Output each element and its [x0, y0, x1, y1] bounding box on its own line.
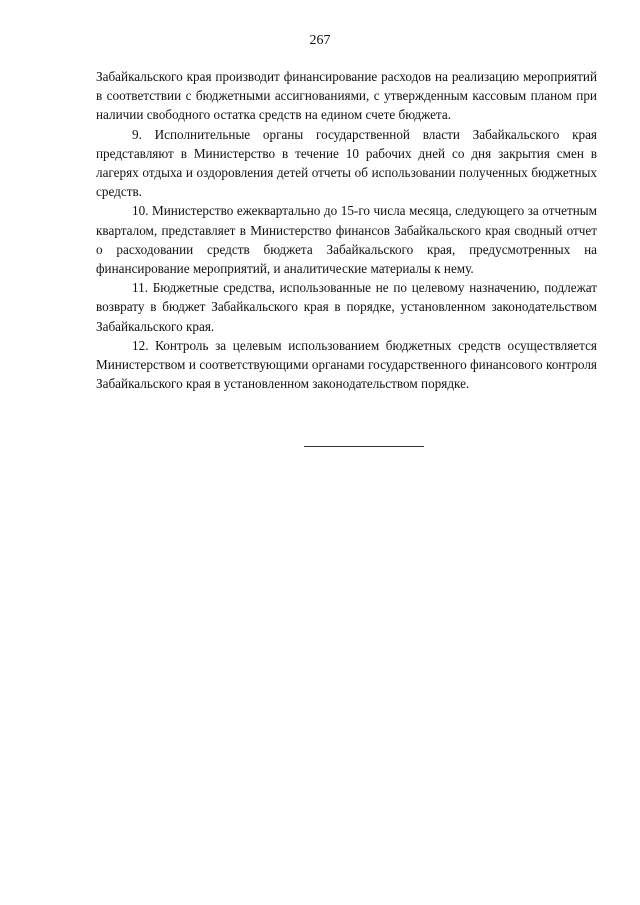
paragraph-12: 12. Контроль за целевым использованием бюджетных средств осуществляется Министерством и соответствующими органами государственного финансового контроля Забайкальского края в установленном законодательством порядке.	[96, 337, 597, 392]
paragraph-9: 9. Исполнительные органы государственной власти Забайкальского края представляют в Министерство в течение 10 рабочих дней со дня закрытия смен в лагерях отдыха и оздоровления детей отчеты об использовании полученных бюджетных средств.	[96, 126, 597, 200]
page-number: 267	[309, 33, 331, 48]
document-body	[96, 67, 597, 393]
paragraph-11: 11. Бюджетные средства, использованные не по целевому назначению, подлежат возврату в бюджет Забайкальского края в порядке, установленном законодательством Забайкальского края.	[96, 280, 597, 334]
paragraph-continuation: Забайкальского края производит финансирование расходов на реализацию мероприятий в соответствии с бюджетными ассигнованиями, с утвержденным кассовым планом при наличии свободного остатка средств на едином счете бюджета.	[96, 69, 597, 123]
end-of-document-rule	[304, 446, 424, 447]
paragraph-10: 10. Министерство ежеквартально до 15-го числа месяца, следующего за отчетным кварталом, представляет в Министерство финансов Забайкальского края сводный отчет о расходовании средств бюджета Забайкальского края, предусмотренных на финансирование мероприятий, и аналитические материалы к нему.	[96, 203, 597, 277]
